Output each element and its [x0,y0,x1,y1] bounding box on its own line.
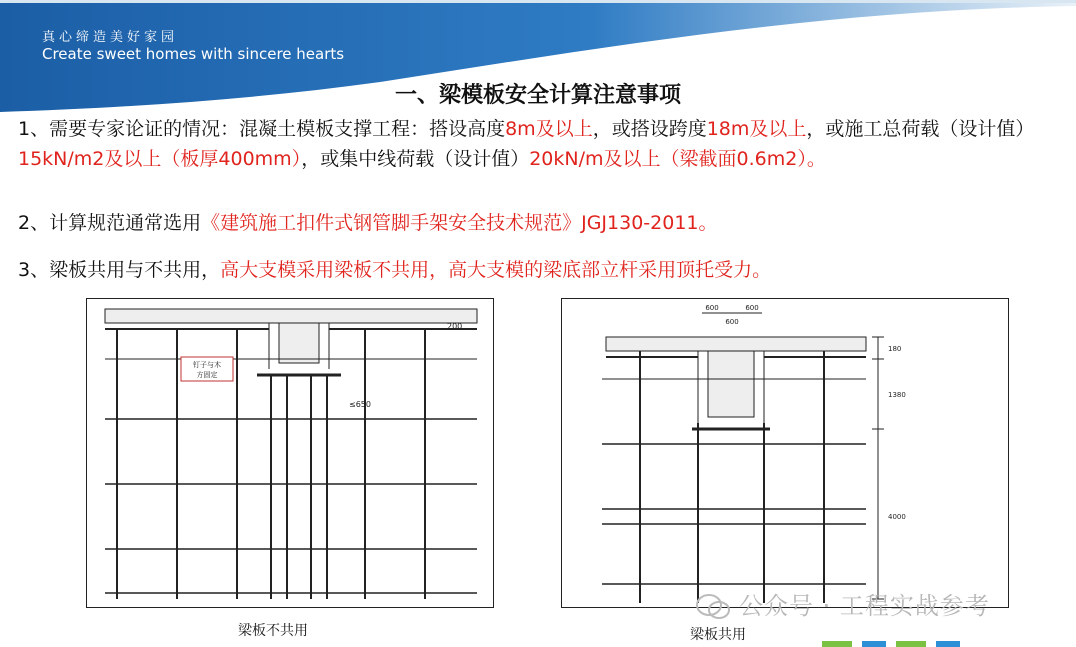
svg-text:4000: 4000 [888,513,906,521]
svg-text:600: 600 [725,318,739,326]
caption-figure-1: 梁板不共用 [238,623,308,639]
caption-figure-2: 梁板共用 [690,627,746,643]
item-3-text: 3、梁板共用与不共用，高大支模采用梁板不共用，高大支模的梁底部立杆采用顶托受力。 [18,259,772,281]
corner-decoration [822,640,982,647]
watermark-text: 公众号 · 工程实战参考 [739,592,990,620]
slogan-english: Create sweet homes with sincere hearts [42,45,345,63]
svg-text:180: 180 [888,345,902,353]
svg-text:600: 600 [745,304,759,312]
svg-text:200: 200 [447,322,463,331]
svg-text:钉子与木: 钉子与木 [193,361,221,369]
watermark [695,586,990,621]
svg-text:≤650: ≤650 [349,400,371,409]
item-1-text: 1、需要专家论证的情况：混凝土模板支撑工程：搭设高度8m及以上，或搭设跨度18m及以上，或施工总荷载（设计值）15kN/m2及以上（板厚400mm），或集中线荷载（设计值）20kN/m及以上（梁截面0.6m2）。 [18,118,1035,170]
svg-text:1380: 1380 [888,391,906,399]
wechat-icon [695,593,731,621]
page-title: 一、梁模板安全计算注意事项 [394,83,681,108]
drawing-beam-slab-separate [86,298,494,608]
drawing-beam-slab-shared [561,298,1009,608]
slogan-chinese: 真心缔造美好家园 [42,30,179,45]
item-2-text: 2、计算规范通常选用《建筑施工扣件式钢管脚手架安全技术规范》JGJ130-2011。 [18,212,718,234]
svg-text:600: 600 [705,304,719,312]
svg-text:方固定: 方固定 [196,371,218,379]
